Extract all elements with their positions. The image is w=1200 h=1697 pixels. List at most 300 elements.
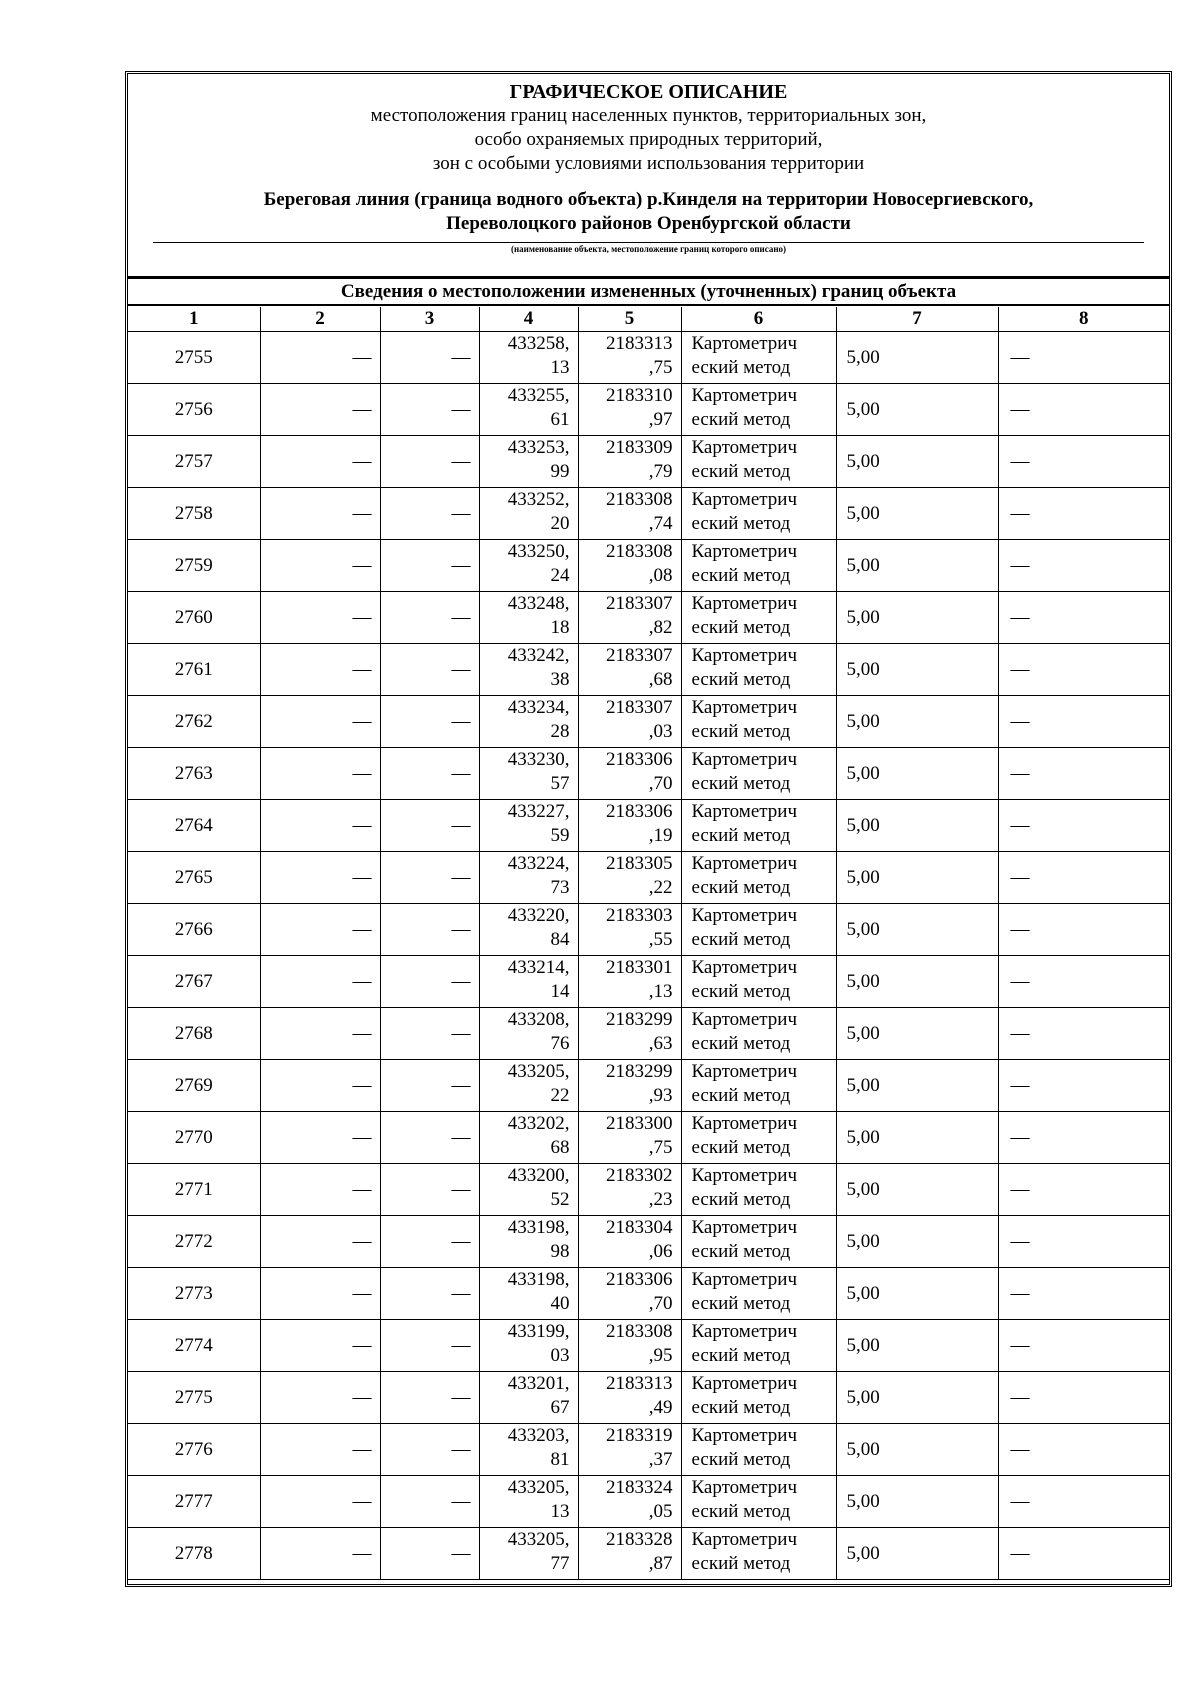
coordinate-y-part: ,55	[648, 929, 673, 950]
coordinate-x-part: 433208,	[507, 1009, 570, 1030]
point-number: 2760	[128, 592, 260, 644]
coordinate-x	[479, 1164, 578, 1216]
point-number: 2771	[128, 1164, 260, 1216]
method	[681, 800, 836, 852]
empty-dash: —	[998, 1424, 1169, 1476]
coordinate-y	[578, 1164, 681, 1216]
empty-dash: —	[998, 332, 1169, 384]
method-part: Картометрич	[691, 489, 798, 510]
method-part: Картометрич	[691, 801, 798, 822]
document-frame	[125, 71, 1172, 1587]
coordinate-y-part: ,93	[648, 1085, 673, 1106]
empty-dash: —	[998, 1112, 1169, 1164]
subtitle-line: зон с особыми условиями использования территории	[432, 153, 865, 174]
method-part: Картометрич	[691, 1061, 798, 1082]
point-number: 2766	[128, 904, 260, 956]
coordinate-x	[479, 904, 578, 956]
coordinate-y-part: ,37	[648, 1449, 673, 1470]
coordinate-x-part: 67	[550, 1397, 570, 1418]
point-number: 2773	[128, 1268, 260, 1320]
empty-dash: —	[998, 1060, 1169, 1112]
coordinate-y-part: ,87	[648, 1553, 673, 1574]
coordinate-y-part: 2183319	[606, 1425, 673, 1446]
method-part: Картометрич	[691, 385, 798, 406]
coordinate-y	[578, 1528, 681, 1580]
coordinate-x-part: 03	[550, 1345, 570, 1366]
point-number: 2769	[128, 1060, 260, 1112]
empty-dash: —	[380, 1268, 479, 1320]
section-title: Сведения о местоположении измененных (уточненных) границ объекта	[128, 277, 1169, 306]
coordinate-x	[479, 1424, 578, 1476]
method	[681, 1008, 836, 1060]
coordinate-y-part: ,70	[648, 773, 673, 794]
method	[681, 1216, 836, 1268]
method	[681, 1476, 836, 1528]
coordinate-x-part: 433214,	[507, 957, 570, 978]
method-part: Картометрич	[691, 593, 798, 614]
empty-dash: —	[260, 904, 380, 956]
method-part: Картометрич	[691, 1373, 798, 1394]
empty-dash: —	[260, 800, 380, 852]
coordinate-y	[578, 1216, 681, 1268]
object-name-rule	[153, 242, 1144, 243]
column-header: 8	[998, 307, 1169, 332]
empty-dash: —	[380, 1112, 479, 1164]
method	[681, 488, 836, 540]
coordinate-x	[479, 956, 578, 1008]
method-part: Картометрич	[691, 1269, 798, 1290]
method-part: еский метод	[691, 1033, 791, 1054]
coordinate-x-part: 433234,	[507, 697, 570, 718]
empty-dash: —	[260, 1424, 380, 1476]
point-number: 2761	[128, 644, 260, 696]
coordinate-x-part: 433248,	[507, 593, 570, 614]
object-name-line: Береговая линия (граница водного объекта) р.Киндeля на территории Новосергиевского,	[263, 189, 1034, 210]
coordinate-x-part: 433203,	[507, 1425, 570, 1446]
coordinate-x-part: 433198,	[507, 1269, 570, 1290]
coordinate-x-part: 18	[550, 617, 570, 638]
coordinate-x-part: 433200,	[507, 1165, 570, 1186]
coordinate-y-part: ,22	[648, 877, 673, 898]
point-number: 2770	[128, 1112, 260, 1164]
accuracy: 5,00	[836, 436, 998, 488]
empty-dash: —	[380, 800, 479, 852]
coordinate-y-part: ,03	[648, 721, 673, 742]
subtitle-line: особо охраняемых природных территорий,	[474, 129, 823, 150]
accuracy: 5,00	[836, 1476, 998, 1528]
accuracy: 5,00	[836, 800, 998, 852]
table-header-row	[128, 307, 1169, 332]
table-row	[128, 904, 1169, 956]
empty-dash: —	[380, 956, 479, 1008]
coordinate-y-part: ,97	[648, 409, 673, 430]
empty-dash: —	[260, 384, 380, 436]
point-number: 2778	[128, 1528, 260, 1580]
table-row	[128, 540, 1169, 592]
method	[681, 1268, 836, 1320]
empty-dash: —	[380, 1216, 479, 1268]
accuracy: 5,00	[836, 696, 998, 748]
accuracy: 5,00	[836, 852, 998, 904]
point-number: 2772	[128, 1216, 260, 1268]
empty-dash: —	[998, 1268, 1169, 1320]
empty-dash: —	[380, 1060, 479, 1112]
coordinate-x	[479, 488, 578, 540]
accuracy: 5,00	[836, 1424, 998, 1476]
coordinate-x-part: 52	[550, 1189, 570, 1210]
method	[681, 540, 836, 592]
coordinate-y	[578, 1008, 681, 1060]
accuracy: 5,00	[836, 1372, 998, 1424]
method-part: еский метод	[691, 357, 791, 378]
coordinate-x-part: 433205,	[507, 1477, 570, 1498]
coordinate-x-part: 433205,	[507, 1061, 570, 1082]
empty-dash: —	[998, 956, 1169, 1008]
method	[681, 644, 836, 696]
coordinate-y	[578, 488, 681, 540]
coordinate-x-part: 433224,	[507, 853, 570, 874]
empty-dash: —	[260, 332, 380, 384]
empty-dash: —	[260, 1476, 380, 1528]
coordinate-x	[479, 384, 578, 436]
method-part: еский метод	[691, 1085, 791, 1106]
table-row	[128, 488, 1169, 540]
method	[681, 852, 836, 904]
table-row	[128, 644, 1169, 696]
coordinate-y	[578, 384, 681, 436]
table-row	[128, 1476, 1169, 1528]
coordinate-x-part: 28	[550, 721, 570, 742]
accuracy: 5,00	[836, 748, 998, 800]
coordinate-y-part: 2183307	[606, 697, 673, 718]
coordinate-y-part: ,49	[648, 1397, 673, 1418]
coordinate-x-part: 81	[550, 1449, 570, 1470]
coordinate-x-part: 433242,	[507, 645, 570, 666]
coordinate-x-part: 84	[550, 929, 570, 950]
coordinate-y-part: 2183302	[606, 1165, 673, 1186]
method	[681, 332, 836, 384]
coordinate-y-part: ,23	[648, 1189, 673, 1210]
coordinate-y-part: 2183328	[606, 1529, 673, 1550]
coordinate-x	[479, 1528, 578, 1580]
document-title: ГРАФИЧЕСКОЕ ОПИСАНИЕ	[509, 81, 788, 103]
coordinate-y	[578, 904, 681, 956]
empty-dash: —	[998, 904, 1169, 956]
coordinate-y-part: 2183303	[606, 905, 673, 926]
coordinate-y-part: ,70	[648, 1293, 673, 1314]
method-part: Картометрич	[691, 1477, 798, 1498]
table-row	[128, 384, 1169, 436]
accuracy: 5,00	[836, 1216, 998, 1268]
coordinate-x	[479, 332, 578, 384]
empty-dash: —	[260, 1268, 380, 1320]
method-part: еский метод	[691, 929, 791, 950]
column-header: 1	[128, 307, 260, 332]
coordinate-x	[479, 1216, 578, 1268]
empty-dash: —	[260, 748, 380, 800]
coordinate-y-part: 2183306	[606, 749, 673, 770]
coordinate-x	[479, 748, 578, 800]
point-number: 2758	[128, 488, 260, 540]
accuracy: 5,00	[836, 488, 998, 540]
accuracy: 5,00	[836, 1320, 998, 1372]
empty-dash: —	[380, 904, 479, 956]
coordinate-x	[479, 1268, 578, 1320]
accuracy: 5,00	[836, 1008, 998, 1060]
coordinate-y	[578, 644, 681, 696]
coordinate-y-part: ,63	[648, 1033, 673, 1054]
method-part: еский метод	[691, 981, 791, 1002]
coordinate-x-part: 433205,	[507, 1529, 570, 1550]
table-row	[128, 1216, 1169, 1268]
method-part: Картометрич	[691, 1009, 798, 1030]
coordinate-x-part: 433227,	[507, 801, 570, 822]
method-part: еский метод	[691, 669, 791, 690]
empty-dash: —	[380, 852, 479, 904]
coordinate-y	[578, 852, 681, 904]
coordinate-x-part: 13	[550, 357, 570, 378]
empty-dash: —	[380, 1008, 479, 1060]
method-part: еский метод	[691, 1241, 791, 1262]
coordinate-y	[578, 1424, 681, 1476]
table-row	[128, 1268, 1169, 1320]
empty-dash: —	[380, 1372, 479, 1424]
coordinate-x-part: 99	[550, 461, 570, 482]
empty-dash: —	[380, 1476, 479, 1528]
coordinate-x-part: 77	[550, 1553, 570, 1574]
coordinate-x-part: 433198,	[507, 1217, 570, 1238]
coordinate-x	[479, 1372, 578, 1424]
coordinate-y-part: ,75	[648, 1137, 673, 1158]
method-part: Картометрич	[691, 333, 798, 354]
empty-dash: —	[998, 488, 1169, 540]
coordinate-x-part: 433255,	[507, 385, 570, 406]
table-row	[128, 592, 1169, 644]
method-part: Картометрич	[691, 645, 798, 666]
coordinate-y-part: ,08	[648, 565, 673, 586]
method-part: еский метод	[691, 773, 791, 794]
method	[681, 436, 836, 488]
coordinate-x	[479, 1476, 578, 1528]
coordinate-x-part: 433230,	[507, 749, 570, 770]
coordinate-x-part: 433199,	[507, 1321, 570, 1342]
point-number: 2759	[128, 540, 260, 592]
coordinate-x-part: 73	[550, 877, 570, 898]
point-number: 2774	[128, 1320, 260, 1372]
empty-dash: —	[380, 1528, 479, 1580]
empty-dash: —	[380, 540, 479, 592]
coordinate-x	[479, 1112, 578, 1164]
method-part: Картометрич	[691, 1165, 798, 1186]
method-part: Картометрич	[691, 853, 798, 874]
accuracy: 5,00	[836, 1164, 998, 1216]
method-part: еский метод	[691, 1397, 791, 1418]
coordinate-y-part: ,13	[648, 981, 673, 1002]
coordinate-x	[479, 592, 578, 644]
coordinate-y-part: ,05	[648, 1501, 673, 1522]
coordinate-y	[578, 1060, 681, 1112]
method-part: еский метод	[691, 617, 791, 638]
coordinate-y-part: 2183313	[606, 333, 673, 354]
table-row	[128, 1060, 1169, 1112]
coordinate-x-part: 13	[550, 1501, 570, 1522]
coordinate-x	[479, 1008, 578, 1060]
empty-dash: —	[380, 1164, 479, 1216]
coordinate-x-part: 59	[550, 825, 570, 846]
method	[681, 1112, 836, 1164]
coordinate-x	[479, 1320, 578, 1372]
coordinate-y-part: ,82	[648, 617, 673, 638]
table-row	[128, 1008, 1169, 1060]
coordinate-y-part: 2183300	[606, 1113, 673, 1134]
empty-dash: —	[260, 1372, 380, 1424]
coordinate-x-part: 433258,	[507, 333, 570, 354]
empty-dash: —	[260, 956, 380, 1008]
coordinate-x-part: 38	[550, 669, 570, 690]
empty-dash: —	[998, 1476, 1169, 1528]
method	[681, 696, 836, 748]
method-part: еский метод	[691, 1137, 791, 1158]
coordinate-y-part: 2183307	[606, 593, 673, 614]
empty-dash: —	[260, 1112, 380, 1164]
accuracy: 5,00	[836, 332, 998, 384]
coordinate-y	[578, 1372, 681, 1424]
point-number: 2768	[128, 1008, 260, 1060]
column-header: 5	[578, 307, 681, 332]
coordinate-y-part: 2183308	[606, 541, 673, 562]
coordinate-y	[578, 592, 681, 644]
coordinate-y-part: ,06	[648, 1241, 673, 1262]
point-number: 2755	[128, 332, 260, 384]
coordinate-x-part: 22	[550, 1085, 570, 1106]
method	[681, 956, 836, 1008]
accuracy: 5,00	[836, 1268, 998, 1320]
accuracy: 5,00	[836, 1060, 998, 1112]
point-number: 2763	[128, 748, 260, 800]
empty-dash: —	[260, 592, 380, 644]
empty-dash: —	[998, 540, 1169, 592]
accuracy: 5,00	[836, 384, 998, 436]
coordinate-y	[578, 800, 681, 852]
empty-dash: —	[998, 1372, 1169, 1424]
method-part: Картометрич	[691, 1113, 798, 1134]
coordinate-x-part: 14	[550, 981, 570, 1002]
method	[681, 1528, 836, 1580]
coordinate-y	[578, 1268, 681, 1320]
method	[681, 1164, 836, 1216]
empty-dash: —	[260, 852, 380, 904]
method	[681, 384, 836, 436]
column-header: 7	[836, 307, 998, 332]
table-row	[128, 1164, 1169, 1216]
empty-dash: —	[260, 696, 380, 748]
coordinate-y	[578, 748, 681, 800]
coordinate-y-part: 2183309	[606, 437, 673, 458]
empty-dash: —	[998, 644, 1169, 696]
method-part: Картометрич	[691, 1425, 798, 1446]
method-part: еский метод	[691, 461, 791, 482]
point-number: 2762	[128, 696, 260, 748]
method-part: Картометрич	[691, 749, 798, 770]
coordinate-x-part: 433220,	[507, 905, 570, 926]
coordinate-x	[479, 800, 578, 852]
method-part: Картометрич	[691, 437, 798, 458]
empty-dash: —	[998, 1164, 1169, 1216]
coordinate-x-part: 433253,	[507, 437, 570, 458]
coordinate-x	[479, 696, 578, 748]
coordinate-y	[578, 1476, 681, 1528]
coordinate-x	[479, 1060, 578, 1112]
table-row	[128, 1112, 1169, 1164]
table-row	[128, 332, 1169, 384]
accuracy: 5,00	[836, 904, 998, 956]
point-number: 2775	[128, 1372, 260, 1424]
empty-dash: —	[998, 1008, 1169, 1060]
coordinate-y	[578, 332, 681, 384]
method	[681, 1320, 836, 1372]
coordinate-x-part: 57	[550, 773, 570, 794]
empty-dash: —	[380, 488, 479, 540]
table-row	[128, 1372, 1169, 1424]
empty-dash: —	[380, 436, 479, 488]
point-number: 2777	[128, 1476, 260, 1528]
coordinate-y-part: 2183308	[606, 1321, 673, 1342]
table-row	[128, 748, 1169, 800]
column-header: 2	[260, 307, 380, 332]
method	[681, 1060, 836, 1112]
table-row	[128, 800, 1169, 852]
coordinate-y-part: 2183310	[606, 385, 673, 406]
empty-dash: —	[260, 1528, 380, 1580]
method	[681, 1372, 836, 1424]
coordinate-y	[578, 696, 681, 748]
coordinate-y-part: ,75	[648, 357, 673, 378]
coordinate-y	[578, 1112, 681, 1164]
empty-dash: —	[998, 1320, 1169, 1372]
coordinate-x-part: 24	[550, 565, 570, 586]
point-number: 2767	[128, 956, 260, 1008]
accuracy: 5,00	[836, 1528, 998, 1580]
method-part: Картометрич	[691, 697, 798, 718]
accuracy: 5,00	[836, 540, 998, 592]
empty-dash: —	[380, 644, 479, 696]
coordinate-x-part: 61	[550, 409, 570, 430]
method-part: Картометрич	[691, 957, 798, 978]
empty-dash: —	[998, 696, 1169, 748]
empty-dash: —	[380, 1424, 479, 1476]
accuracy: 5,00	[836, 644, 998, 696]
empty-dash: —	[380, 332, 479, 384]
table-row	[128, 696, 1169, 748]
coordinate-y-part: ,74	[648, 513, 673, 534]
method	[681, 1424, 836, 1476]
coordinate-y	[578, 436, 681, 488]
object-name-note: (наименование объекта, местоположение границ которого описано)	[510, 244, 787, 254]
coordinate-x-part: 20	[550, 513, 570, 534]
empty-dash: —	[380, 696, 479, 748]
table-row	[128, 1528, 1169, 1580]
coordinate-x	[479, 644, 578, 696]
method-part: еский метод	[691, 1501, 791, 1522]
coordinate-y-part: ,95	[648, 1345, 673, 1366]
method-part: Картометрич	[691, 1321, 798, 1342]
coordinate-y-part: 2183299	[606, 1061, 673, 1082]
method	[681, 592, 836, 644]
coordinate-x-part: 433250,	[507, 541, 570, 562]
method-part: еский метод	[691, 565, 791, 586]
method-part: еский метод	[691, 1345, 791, 1366]
empty-dash: —	[998, 852, 1169, 904]
